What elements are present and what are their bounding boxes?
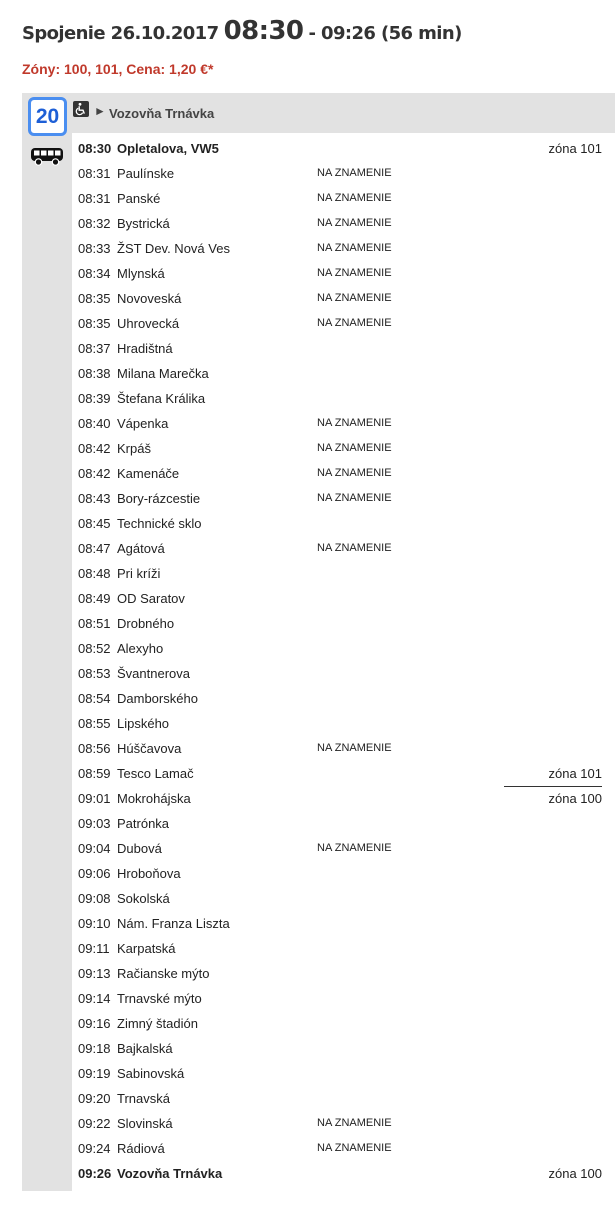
stop-time: 09:06 xyxy=(78,866,111,881)
stop-name: Slovinská xyxy=(117,1116,173,1131)
stop-time: 09:08 xyxy=(78,891,111,906)
stop-time: 08:33 xyxy=(78,241,111,256)
stop-request-flag: NA ZNAMENIE xyxy=(317,417,392,429)
stop-row xyxy=(72,435,615,460)
stop-name: Trnavská xyxy=(117,1091,170,1106)
stop-name: Krpáš xyxy=(117,441,151,456)
stop-name: Novoveská xyxy=(117,291,182,306)
stop-name: Bory-rázcestie xyxy=(117,491,201,506)
stop-name: Vápenka xyxy=(117,416,169,431)
stop-name: Tesco Lamač xyxy=(117,766,194,781)
stop-zone: zóna 100 xyxy=(548,791,602,806)
stop-time: 09:22 xyxy=(78,1116,111,1131)
stop-name: Karpatská xyxy=(117,941,176,956)
stop-time: 08:52 xyxy=(78,641,111,656)
stop-name: Račianske mýto xyxy=(117,966,210,981)
stop-row xyxy=(72,210,615,235)
stop-row xyxy=(72,385,615,410)
stop-row xyxy=(72,1085,615,1110)
stop-name: ŽST Dev. Nová Ves xyxy=(117,241,230,256)
stop-time: 08:45 xyxy=(78,516,111,531)
stop-request-flag: NA ZNAMENIE xyxy=(317,242,392,254)
stop-name: Vozovňa Trnávka xyxy=(117,1166,223,1181)
stop-time: 08:35 xyxy=(78,316,111,331)
stop-time: 08:59 xyxy=(78,766,111,781)
stop-row xyxy=(72,960,615,985)
stop-request-flag: NA ZNAMENIE xyxy=(317,492,392,504)
stop-name: Hradištná xyxy=(117,341,173,356)
stop-name: Milana Marečka xyxy=(117,366,209,381)
stop-request-flag: NA ZNAMENIE xyxy=(317,317,392,329)
stop-time: 08:38 xyxy=(78,366,111,381)
stop-row xyxy=(72,235,615,260)
stop-time: 09:13 xyxy=(78,966,111,981)
stop-time: 08:54 xyxy=(78,691,111,706)
stop-time: 08:42 xyxy=(78,466,111,481)
stop-row xyxy=(72,135,615,160)
zones-price: Zóny: 100, 101, Cena: 1,20 €* xyxy=(22,61,214,77)
direction-arrow-icon: ► xyxy=(94,104,106,118)
stop-name: OD Saratov xyxy=(117,591,185,606)
stop-name: Sabinovská xyxy=(117,1066,185,1081)
stop-row xyxy=(72,410,615,435)
stop-row xyxy=(72,335,615,360)
stop-time: 09:03 xyxy=(78,816,111,831)
stop-name: Alexyho xyxy=(117,641,164,656)
wheelchair-icon xyxy=(73,101,89,122)
stop-name: Švantnerova xyxy=(117,666,190,681)
stop-row xyxy=(72,510,615,535)
stop-name: Agátová xyxy=(117,541,165,556)
stop-row xyxy=(72,910,615,935)
stop-row xyxy=(72,185,615,210)
stop-list xyxy=(72,135,615,1185)
stop-request-flag: NA ZNAMENIE xyxy=(317,267,392,279)
stop-time: 09:24 xyxy=(78,1141,111,1156)
stop-row xyxy=(72,360,615,385)
stop-time: 09:20 xyxy=(78,1091,111,1106)
stop-name: Paulínske xyxy=(117,166,175,181)
stop-request-flag: NA ZNAMENIE xyxy=(317,217,392,229)
stop-time: 09:14 xyxy=(78,991,111,1006)
route-header[interactable] xyxy=(72,93,615,133)
stop-request-flag: NA ZNAMENIE xyxy=(317,1142,392,1154)
stop-request-flag: NA ZNAMENIE xyxy=(317,542,392,554)
stop-name: Húščavova xyxy=(117,741,182,756)
stop-row xyxy=(72,735,615,760)
stop-time: 09:01 xyxy=(78,791,111,806)
stop-name: Pri kríži xyxy=(117,566,161,581)
stop-row xyxy=(72,985,615,1010)
stop-time: 08:35 xyxy=(78,291,111,306)
stop-name: Mokrohájska xyxy=(117,791,191,806)
line-number-badge[interactable]: 20 xyxy=(28,97,67,136)
stop-name: Uhrovecká xyxy=(117,316,180,331)
stop-row xyxy=(72,710,615,735)
stop-request-flag: NA ZNAMENIE xyxy=(317,1117,392,1129)
stop-name: Rádiová xyxy=(117,1141,165,1156)
stop-row xyxy=(72,260,615,285)
stop-name: Drobného xyxy=(117,616,175,631)
stop-time: 08:31 xyxy=(78,166,111,181)
title-arrival-duration: - 09:26 (56 min) xyxy=(308,23,462,44)
stop-name: Štefana Králika xyxy=(117,391,206,406)
stop-row xyxy=(72,460,615,485)
stop-time: 08:55 xyxy=(78,716,111,731)
stop-name: Sokolská xyxy=(117,891,170,906)
stop-name: Nám. Franza Liszta xyxy=(117,916,230,931)
stop-request-flag: NA ZNAMENIE xyxy=(317,442,392,454)
stop-name: Bystrická xyxy=(117,216,170,231)
stop-time: 09:11 xyxy=(78,941,110,956)
stop-row xyxy=(72,285,615,310)
title-date: Spojenie 26.10.2017 xyxy=(22,23,219,44)
zone-divider xyxy=(504,786,602,787)
stop-name: Panské xyxy=(117,191,161,206)
stop-row xyxy=(72,585,615,610)
stop-row xyxy=(72,610,615,635)
stop-time: 08:56 xyxy=(78,741,111,756)
stop-time: 08:31 xyxy=(78,191,111,206)
stop-request-flag: NA ZNAMENIE xyxy=(317,742,392,754)
stop-row xyxy=(72,635,615,660)
stop-row xyxy=(72,1060,615,1085)
stop-time: 08:53 xyxy=(78,666,111,681)
stop-time: 09:19 xyxy=(78,1066,111,1081)
stop-name: Kamenáče xyxy=(117,466,180,481)
stop-row xyxy=(72,685,615,710)
stop-time: 08:37 xyxy=(78,341,111,356)
stop-row xyxy=(72,935,615,960)
stop-zone: zóna 101 xyxy=(548,766,602,781)
stop-row xyxy=(72,535,615,560)
stop-time: 08:40 xyxy=(78,416,111,431)
stop-time: 09:26 xyxy=(78,1166,112,1181)
stop-name: Dubová xyxy=(117,841,162,856)
stop-time: 08:42 xyxy=(78,441,111,456)
stop-request-flag: NA ZNAMENIE xyxy=(317,842,392,854)
stop-time: 08:30 xyxy=(78,141,112,156)
stop-name: Technické sklo xyxy=(117,516,202,531)
stop-time: 08:49 xyxy=(78,591,111,606)
stop-row xyxy=(72,810,615,835)
title-departure-time: 08:30 xyxy=(223,16,304,46)
stop-name: Hroboňova xyxy=(117,866,181,881)
stop-name: Trnavské mýto xyxy=(117,991,202,1006)
connection-title xyxy=(22,16,462,46)
stop-name: Zimný štadión xyxy=(117,1016,198,1031)
stop-time: 08:51 xyxy=(78,616,111,631)
stop-time: 08:32 xyxy=(78,216,111,231)
stop-name: Patrónka xyxy=(117,816,170,831)
stop-time: 08:34 xyxy=(78,266,111,281)
stop-time: 09:16 xyxy=(78,1016,111,1031)
stop-row xyxy=(72,1135,615,1160)
stop-request-flag: NA ZNAMENIE xyxy=(317,292,392,304)
stop-name: Lipského xyxy=(117,716,170,731)
stop-request-flag: NA ZNAMENIE xyxy=(317,167,392,179)
stop-time: 09:18 xyxy=(78,1041,111,1056)
stop-time: 08:39 xyxy=(78,391,111,406)
stop-row xyxy=(72,1010,615,1035)
stop-row xyxy=(72,160,615,185)
stop-name: Mlynská xyxy=(117,266,165,281)
stop-time: 09:04 xyxy=(78,841,111,856)
stop-zone: zóna 100 xyxy=(548,1166,602,1181)
stop-time: 08:43 xyxy=(78,491,111,506)
route-direction: Vozovňa Trnávka xyxy=(109,106,215,121)
stop-name: Bajkalská xyxy=(117,1041,173,1056)
stop-time: 08:47 xyxy=(78,541,111,556)
stop-row xyxy=(72,1035,615,1060)
stop-row xyxy=(72,660,615,685)
stop-row xyxy=(72,485,615,510)
stop-row xyxy=(72,1160,615,1185)
stop-row xyxy=(72,885,615,910)
stop-row xyxy=(72,785,615,810)
stop-row xyxy=(72,1110,615,1135)
stop-time: 09:10 xyxy=(78,916,111,931)
stop-name: Opletalova, VW5 xyxy=(117,141,219,156)
stop-request-flag: NA ZNAMENIE xyxy=(317,467,392,479)
stop-zone: zóna 101 xyxy=(548,141,602,156)
stop-time: 08:48 xyxy=(78,566,111,581)
line-strip xyxy=(22,93,72,1191)
stop-row xyxy=(72,860,615,885)
stop-request-flag: NA ZNAMENIE xyxy=(317,192,392,204)
stop-row xyxy=(72,835,615,860)
stop-row xyxy=(72,760,615,785)
stop-row xyxy=(72,560,615,585)
bus-icon xyxy=(30,147,64,172)
stop-name: Damborského xyxy=(117,691,198,706)
stop-row xyxy=(72,310,615,335)
